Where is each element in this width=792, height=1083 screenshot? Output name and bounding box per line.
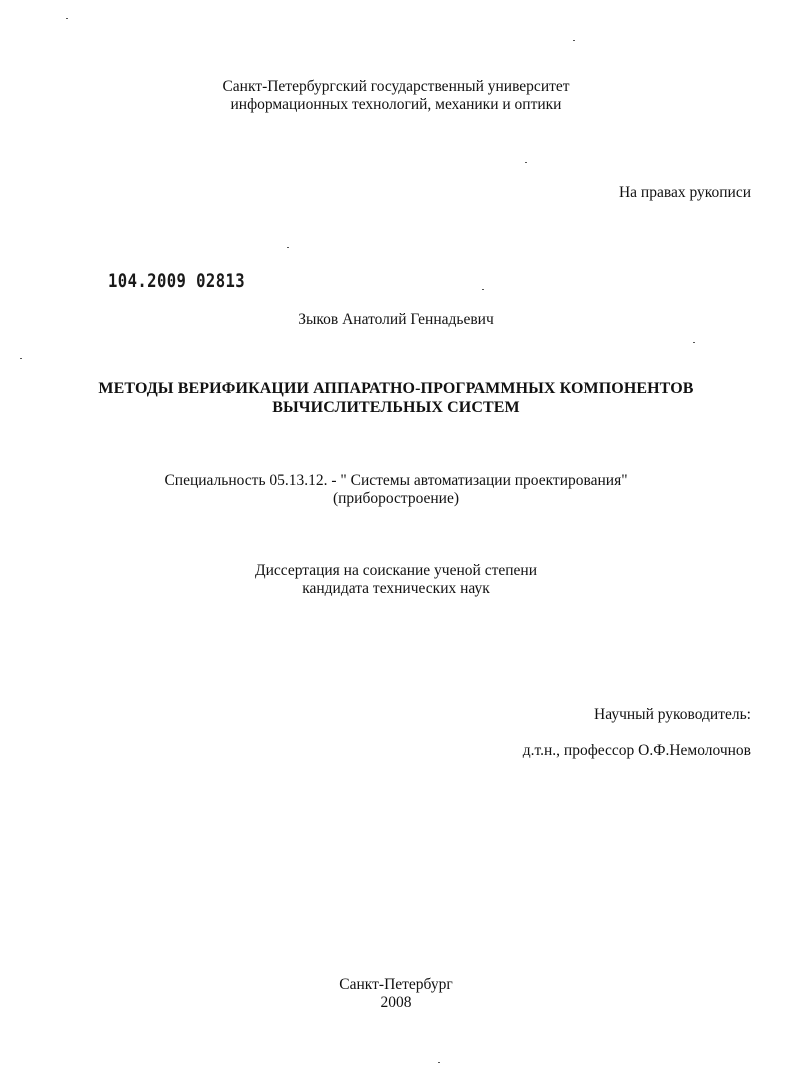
scan-speck [525,162,527,163]
supervisor-label: Научный руководитель: [594,706,751,723]
specialty-line-2: (приборостроение) [332,490,460,507]
thesis-title-line-1: МЕТОДЫ ВЕРИФИКАЦИИ АППАРАТНО-ПРОГРАММНЫХ КОМПОНЕНТОВ [98,380,694,397]
specialty-line-1: Специальность 05.13.12. - " Системы автоматизации проектирования" [164,472,628,489]
dissertation-line-2: кандидата технических наук [302,580,490,597]
footer-city: Санкт-Петербург [339,976,453,993]
scan-speck [573,40,575,41]
author-name: Зыков Анатолий Геннадьевич [298,311,494,328]
scan-speck [482,289,484,290]
thesis-title-line-2: ВЫЧИСЛИТЕЛЬНЫХ СИСТЕМ [272,399,520,416]
scan-speck [693,342,695,343]
registration-stamp: 104.2009 02813 [108,270,246,292]
scan-speck [438,1062,440,1063]
dissertation-line-1: Диссертация на соискание ученой степени [255,562,537,579]
supervisor-name: д.т.н., профессор О.Ф.Немолочнов [522,742,751,759]
scan-speck [287,247,289,248]
scan-speck [66,18,68,19]
scan-speck [20,358,22,359]
rights-note: На правах рукописи [618,184,751,201]
university-name-line-2: информационных технологий, механики и оптики [230,96,562,113]
university-name-line-1: Санкт-Петербургский государственный университет [222,78,570,95]
footer-year: 2008 [380,994,412,1011]
